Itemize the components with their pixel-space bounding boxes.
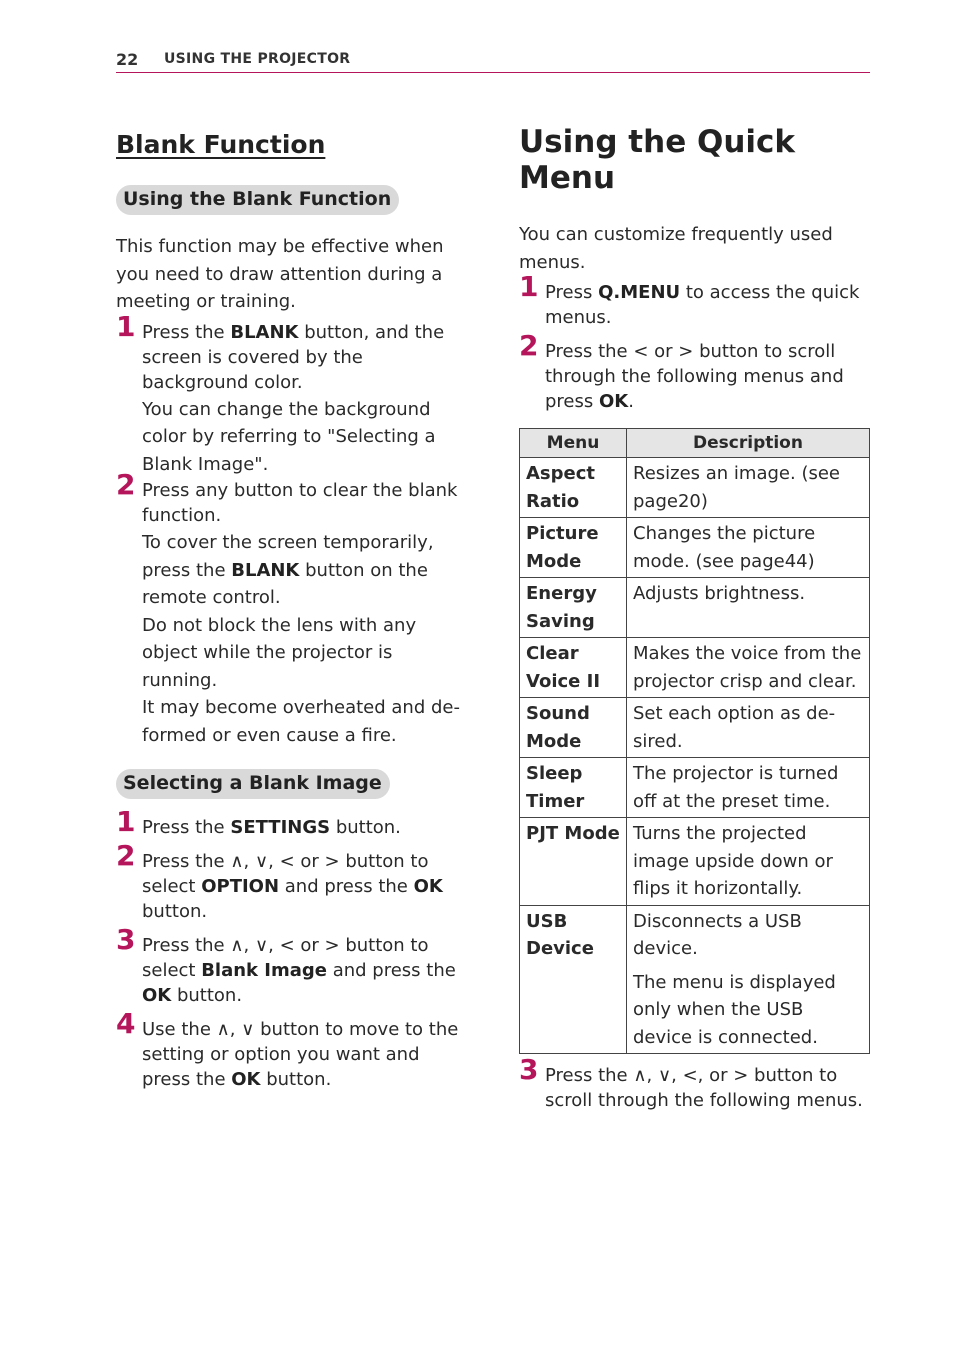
table-row [520,578,870,638]
blank-step-2 [116,468,470,749]
table-row [520,518,870,578]
column-header-menu: Menu [520,429,627,458]
step-note: You can change the background color by referring to "Selecting a Blank Image". [142,398,436,475]
select-step-1: 1 Press the SETTINGS button. [116,805,401,838]
step-note: To cover the screen temporarily, press the BLANK button on the remote control. [142,532,434,608]
quick-menu-column [519,124,870,1113]
step-number: 3 [519,1053,539,1086]
step-number: 3 [116,923,136,956]
quick-menu-title: Using the Quick Menu [519,124,796,196]
selecting-blank-image-heading: Selecting a Blank Image [116,769,390,799]
menu-description: Set each option as de-sired. [633,703,836,752]
table-row [520,458,870,518]
quick-menu-intro: You can customize frequently used menus. [519,224,833,273]
table-row [520,638,870,698]
menu-name: Picture Mode [520,518,627,578]
menu-description: Resizes an image. (see page20) [633,463,840,512]
page-number: 22 [116,50,139,69]
key-qmenu: Q.MENU [598,282,681,303]
quick-step-2: 2 Press the < or > button to scroll through the following menus and press OK. [519,329,844,412]
table-row [520,818,870,906]
menu-name: PJT Mode [520,818,627,906]
column-header-description: Description [627,429,870,458]
menu-name: Clear Voice II [520,638,627,698]
key-blank: BLANK [230,321,299,343]
menu-description: Adjusts brightness. [633,583,806,604]
step-number: 1 [116,309,136,343]
blank-function-title: Blank Function [116,130,326,159]
table-header-row [520,429,870,458]
step-number: 2 [116,839,136,872]
table-row [520,905,870,1054]
menu-description: The menu is displayed only when the USB device is connected. [633,971,836,1048]
menu-description: Turns the projected image upside down or flips it horizontally. [633,823,833,899]
key-blank: BLANK [231,559,300,581]
blank-intro: This function may be effective when you need to draw attention during a meeting or training. [116,236,444,312]
step-number: 1 [519,270,539,303]
menu-name: Sound Mode [520,698,627,758]
step-note: Do not block the lens with any object while the projector is running. [142,614,417,691]
quick-menu-table [519,428,870,1054]
step-number: 4 [116,1007,136,1040]
menu-description: The projector is turned off at the preset time. [633,763,839,812]
menu-description: Makes the voice from the projector crisp and clear. [633,643,862,692]
menu-name: Aspect Ratio [520,458,627,518]
menu-name: USB Device [520,905,627,1054]
quick-step-3 [519,1053,870,1113]
page-header [116,48,870,73]
table-row [520,698,870,758]
step-number: 1 [116,805,136,838]
menu-name: Sleep Timer [520,758,627,818]
table-row [520,758,870,818]
select-step-3: 3 Press the ∧, ∨, < or > button to select Blank Image and press the OK button. [116,923,456,1006]
using-blank-function-heading: Using the Blank Function [116,185,399,215]
section-name: USING THE PROJECTOR [164,51,351,67]
step-note: It may become overheated and de-formed or even cause a fire. [142,697,460,746]
step-number: 2 [519,329,539,362]
menu-description: Changes the picture mode. (see page44) [633,523,816,572]
step-number: 2 [116,468,136,501]
blank-function-column [116,130,470,1092]
select-step-2: 2 Press the ∧, ∨, < or > button to select OPTION and press the OK button. [116,839,443,922]
step-text: Press any button to clear the blank function. [142,480,458,526]
step-text: Press the ∧, ∨, <, or > button to scroll through the following menus. [545,1065,863,1111]
menu-name: Energy Saving [520,578,627,638]
menu-description: Disconnects a USB device. [633,910,802,959]
quick-step-1: 1 Press Q.MENU to access the quick menus. [519,270,860,328]
select-step-4: 4 Use the ∧, ∨ button to move to the setting or option you want and press the OK button. [116,1007,459,1090]
blank-step-1: 1 Press the BLANK button, and the screen is covered by the background color. You can change the background color by referring to "Selecting a Blank Image". [116,320,470,479]
